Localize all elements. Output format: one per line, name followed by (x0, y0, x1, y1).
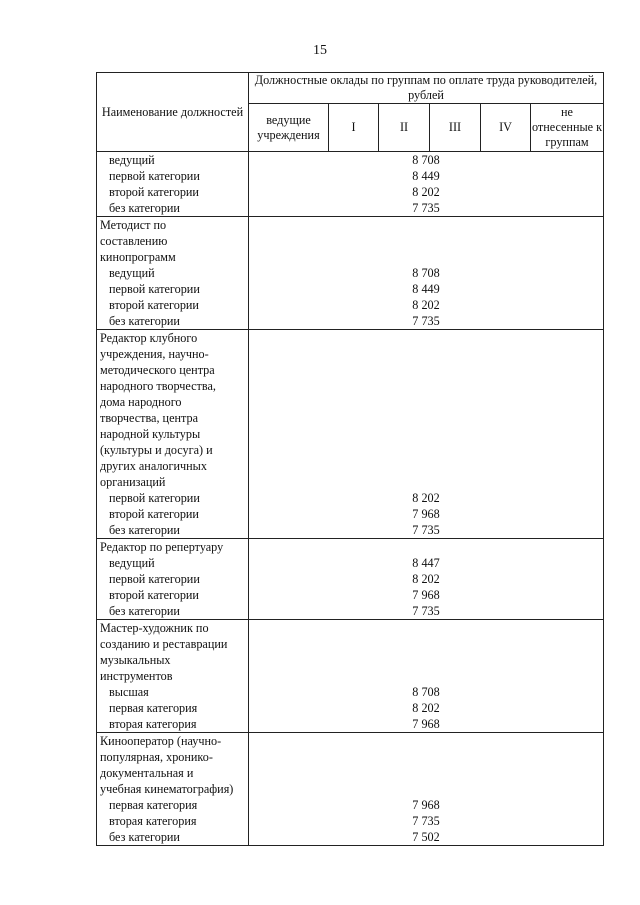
page-number: 15 (313, 43, 327, 58)
spacer (249, 330, 603, 346)
table-body (97, 152, 604, 846)
position-title-line: созданию и реставрации (100, 637, 228, 651)
spacer (249, 474, 603, 490)
category-label: второй категории (109, 185, 199, 199)
spacer (249, 458, 603, 474)
salary-value: 8 449 (412, 169, 440, 183)
spacer (249, 442, 603, 458)
spacer (249, 636, 603, 652)
category-label: второй категории (109, 588, 199, 602)
spacer (249, 346, 603, 362)
salary-value: 7 502 (412, 830, 440, 844)
category-label: высшая (109, 685, 149, 699)
position-cell (97, 152, 249, 217)
header-col-group-3: III (430, 104, 481, 152)
position-title-line: Редактор клубного (100, 331, 198, 345)
category-label: ведущий (109, 153, 155, 167)
position-cell (97, 539, 249, 620)
position-title-line: документальная и (100, 766, 194, 780)
salary-cell (249, 620, 604, 733)
position-title-line: народного творчества, (100, 379, 216, 393)
header-position-name: Наименование должностей (97, 73, 249, 152)
spacer (249, 249, 603, 265)
salary-cell (249, 330, 604, 539)
table-header (97, 73, 604, 152)
table-row (97, 217, 604, 330)
category-label: первой категории (109, 169, 200, 183)
category-label: без категории (109, 604, 180, 618)
salary-value: 7 968 (412, 507, 440, 521)
position-title-line: методического центра (100, 363, 215, 377)
category-label: первая категория (109, 798, 198, 812)
spacer (249, 539, 603, 555)
salary-value: 7 735 (412, 604, 440, 618)
spacer (249, 668, 603, 684)
salary-value: 8 202 (412, 185, 440, 199)
category-label: второй категории (109, 298, 199, 312)
category-label: без категории (109, 830, 180, 844)
position-title-line: учреждения, научно- (100, 347, 209, 361)
category-label: без категории (109, 314, 180, 328)
table-row (97, 539, 604, 620)
salary-value: 7 735 (412, 814, 440, 828)
spacer (249, 733, 603, 749)
position-title-line: Мастер-художник по (100, 621, 209, 635)
category-label: первой категории (109, 572, 200, 586)
position-title-line: других аналогичных (100, 459, 207, 473)
category-label: первой категории (109, 491, 200, 505)
salary-value: 7 735 (412, 314, 440, 328)
spacer (249, 362, 603, 378)
header-salary-groups: Должностные оклады по группам по оплате труда руководителей, рублей (249, 73, 604, 104)
salary-value: 8 202 (412, 491, 440, 505)
spacer (249, 781, 603, 797)
salary-cell (249, 217, 604, 330)
salary-cell (249, 539, 604, 620)
category-label: ведущий (109, 556, 155, 570)
spacer (249, 426, 603, 442)
position-title-line: Методист по (100, 218, 167, 232)
salary-value: 8 708 (412, 266, 440, 280)
position-cell (97, 620, 249, 733)
category-label: ведущий (109, 266, 155, 280)
position-title-line: Кинооператор (научно- (100, 734, 222, 748)
position-title-line: (культуры и досуга) и (100, 443, 213, 457)
position-title-line: музыкальных (100, 653, 171, 667)
category-label: без категории (109, 523, 180, 537)
position-title-line: кинопрограмм (100, 250, 176, 264)
position-title-line: организаций (100, 475, 166, 489)
spacer (249, 765, 603, 781)
salary-value: 8 202 (412, 298, 440, 312)
category-label: первой категории (109, 282, 200, 296)
salary-cell (249, 733, 604, 846)
category-label: без категории (109, 201, 180, 215)
spacer (249, 620, 603, 636)
position-title-line: учебная кинематография) (100, 782, 234, 796)
header-col-group-4: IV (481, 104, 531, 152)
category-label: второй категории (109, 507, 199, 521)
header-col-leading: ведущие учреждения (249, 104, 329, 152)
spacer (249, 217, 603, 233)
salary-value: 7 968 (412, 798, 440, 812)
table-row (97, 330, 604, 539)
salary-cell (249, 152, 604, 217)
category-label: вторая категория (109, 814, 197, 828)
spacer (249, 233, 603, 249)
position-title-line: Редактор по репертуару (100, 540, 224, 554)
position-title-line: творчества, центра (100, 411, 198, 425)
header-col-group-2: II (379, 104, 430, 152)
salary-value: 7 735 (412, 201, 440, 215)
spacer (249, 378, 603, 394)
salary-value: 8 202 (412, 701, 440, 715)
spacer (249, 394, 603, 410)
position-title-line: дома народного (100, 395, 182, 409)
salary-table (96, 72, 604, 846)
salary-value: 7 968 (412, 588, 440, 602)
salary-value: 8 449 (412, 282, 440, 296)
position-title-line: инструментов (100, 669, 173, 683)
salary-value: 7 968 (412, 717, 440, 731)
table-row (97, 620, 604, 733)
salary-value: 8 447 (412, 556, 440, 570)
salary-value: 7 735 (412, 523, 440, 537)
spacer (249, 410, 603, 426)
spacer (249, 652, 603, 668)
position-title-line: составлению (100, 234, 168, 248)
salary-value: 8 708 (412, 153, 440, 167)
category-label: первая категория (109, 701, 198, 715)
salary-value: 8 708 (412, 685, 440, 699)
position-cell (97, 733, 249, 846)
salary-value: 8 202 (412, 572, 440, 586)
position-title-line: народной культуры (100, 427, 201, 441)
spacer (249, 749, 603, 765)
position-cell (97, 330, 249, 539)
header-col-ungrouped: не отнесенные к группам (531, 104, 604, 152)
table-row (97, 733, 604, 846)
position-cell (97, 217, 249, 330)
header-col-group-1: I (329, 104, 379, 152)
category-label: вторая категория (109, 717, 197, 731)
table-row (97, 152, 604, 217)
position-title-line: популярная, хронико- (100, 750, 213, 764)
